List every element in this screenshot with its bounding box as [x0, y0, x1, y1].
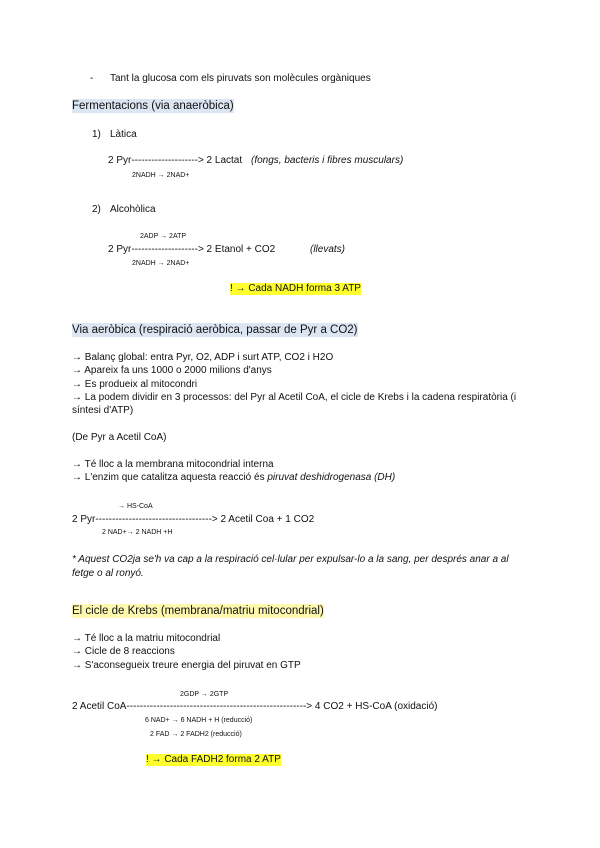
alcoholic-sub: 2NADH → 2NAD+	[132, 260, 190, 267]
lactic-title: Làtica	[110, 129, 137, 140]
nadh-atp-highlight: ! → Cada NADH forma 3 ATP	[230, 283, 361, 294]
krebs-equation: 2 Acetil CoA------------------------------------------------------> 4 CO2 + HS-CoA (oxidació)	[72, 701, 438, 712]
pyr-acetil-sup: → HS-CoA	[118, 503, 153, 510]
lactic-sub: 2NADH → 2NAD+	[132, 172, 190, 179]
krebs-bullet-3: → S'aconsegueix treure energia del piruvat en GTP	[72, 660, 301, 671]
alcoholic-title: Alcohòlica	[110, 204, 156, 215]
co2-note-line-2: fetge o al ronyó.	[72, 568, 144, 579]
krebs-sub-1: 6 NAD+ → 6 NADH + H (reducció)	[145, 717, 253, 724]
enzyme-name: piruvat deshidrogenasa (DH)	[267, 472, 396, 483]
fadh2-atp-highlight: ! → Cada FADH2 forma 2 ATP	[146, 754, 281, 765]
intro-bullet-dash: -	[90, 73, 94, 84]
krebs-sub-2: 2 FAD → 2 FADH2 (reducció)	[150, 731, 242, 738]
krebs-bullet-2: → Cicle de 8 reaccions	[72, 646, 175, 657]
pyr-acetil-bullet-2	[72, 472, 395, 484]
fermentation-heading: Fermentacions (via anaeròbica)	[72, 100, 234, 112]
pyr-acetil-bullet-1: → Té lloc a la membrana mitocondrial interna	[72, 459, 274, 470]
lactic-number: 1)	[92, 129, 101, 140]
aerobic-bullet-1: → Balanç global: entra Pyr, O2, ADP i surt ATP, CO2 i H2O	[72, 352, 334, 363]
alcoholic-note: (llevats)	[310, 244, 346, 255]
aerobic-bullet-3: → Es produeix al mitocondri	[72, 379, 198, 390]
pyr-acetil-bullet-2-text: → L'enzim que catalitza aquesta reacció és	[72, 472, 268, 483]
lactic-equation: 2 Pyr--------------------> 2 Lactat	[108, 155, 243, 166]
alcoholic-equation: 2 Pyr--------------------> 2 Etanol + CO2	[108, 244, 276, 255]
krebs-sup: 2GDP → 2GTP	[180, 691, 229, 698]
aerobic-bullet-4: → La podem dividir en 3 processos: del Pyr al Acetil CoA, el cicle de Krebs i la cadena respiratòria (i	[72, 392, 517, 403]
alcoholic-number: 2)	[92, 204, 101, 215]
alcoholic-sup: 2ADP → 2ATP	[140, 233, 187, 240]
aerobic-heading: Via aeròbica (respiració aeròbica, passar de Pyr a CO2)	[72, 324, 358, 336]
pyr-acetil-subheading: (De Pyr a Acetil CoA)	[72, 432, 167, 443]
pyr-acetil-equation: 2 Pyr-----------------------------------> 2 Acetil Coa + 1 CO2	[72, 514, 315, 525]
co2-note-line-1: * Aquest CO2ja se'h va cap a la respiració cel·lular per expulsar-lo a la sang, per després anar a al	[72, 554, 509, 565]
aerobic-bullet-4-cont: síntesi d'ATP)	[72, 405, 134, 416]
intro-bullet-text: Tant la glucosa com els piruvats son molècules orgàniques	[110, 73, 371, 84]
lactic-note: (fongs, bacteris i fibres musculars)	[251, 155, 404, 166]
aerobic-bullet-2: → Apareix fa uns 1000 o 2000 milions d'anys	[72, 365, 272, 376]
pyr-acetil-sub: 2 NAD+→ 2 NADH +H	[102, 529, 173, 536]
krebs-heading: El cicle de Krebs (membrana/matriu mitocondrial)	[72, 605, 324, 617]
krebs-bullet-1: → Té lloc a la matriu mitocondrial	[72, 633, 221, 644]
